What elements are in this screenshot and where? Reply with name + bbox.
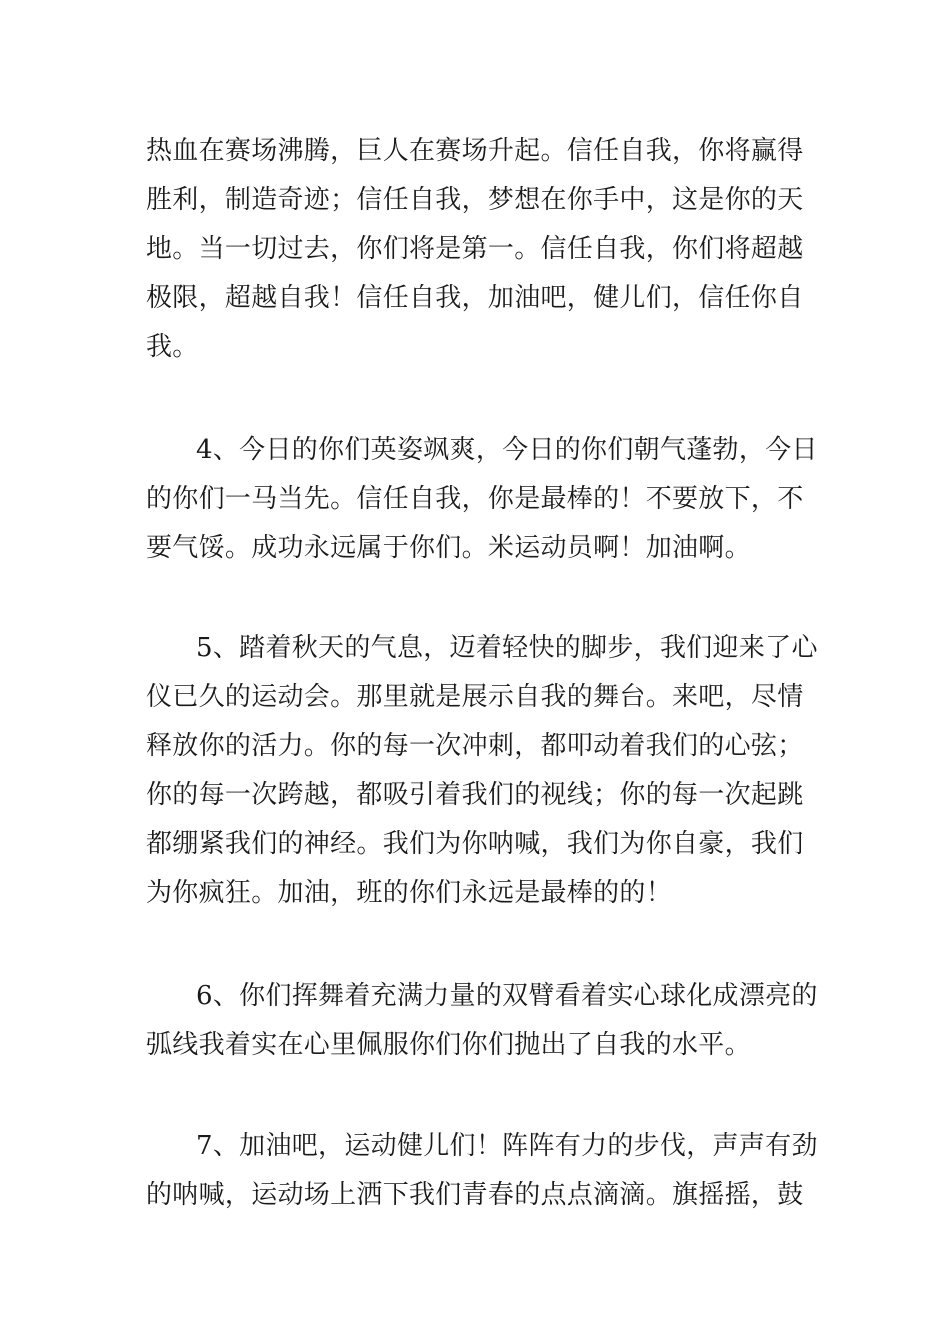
text-line: 要气馁。成功永远属于你们。米运动员啊！加油啊。: [146, 533, 751, 563]
text-line: 热血在赛场沸腾，巨人在赛场升起。信任自我，你将赢得: [146, 136, 804, 166]
text-line: 5、踏着秋天的气息，迈着轻快的脚步，我们迎来了心: [196, 633, 818, 663]
text-line: 6、你们挥舞着充满力量的双臂看着实心球化成漂亮的: [196, 981, 818, 1011]
text-line: 7、加油吧，运动健儿们！阵阵有力的步伐，声声有劲: [196, 1131, 818, 1161]
text-line: 为你疯狂。加油，班的你们永远是最棒的的！: [146, 878, 673, 908]
text-line: 的呐喊，运动场上洒下我们青春的点点滴滴。旗摇摇，鼓: [146, 1180, 804, 1210]
text-line: 你的每一次跨越，都吸引着我们的视线；你的每一次起跳: [146, 780, 804, 810]
text-line: 极限，超越自我！信任自我，加油吧，健儿们，信任你自: [146, 283, 804, 313]
text-line: 胜利，制造奇迹；信任自我，梦想在你手中，这是你的天: [146, 185, 804, 215]
text-line: 4、今日的你们英姿飒爽，今日的你们朝气蓬勃，今日: [196, 435, 818, 465]
text-line: 我。: [146, 332, 199, 362]
text-line: 释放你的活力。你的每一次冲刺，都叩动着我们的心弦；: [146, 731, 804, 761]
text-line: 都绷紧我们的神经。我们为你呐喊，我们为你自豪，我们: [146, 829, 804, 859]
text-line: 地。当一切过去，你们将是第一。信任自我，你们将超越: [146, 234, 804, 264]
text-line: 的你们一马当先。信任自我，你是最棒的！不要放下，不: [146, 484, 804, 514]
text-line: 弧线我着实在心里佩服你们你们抛出了自我的水平。: [146, 1030, 751, 1060]
text-line: 仪已久的运动会。那里就是展示自我的舞台。来吧，尽情: [146, 682, 804, 712]
